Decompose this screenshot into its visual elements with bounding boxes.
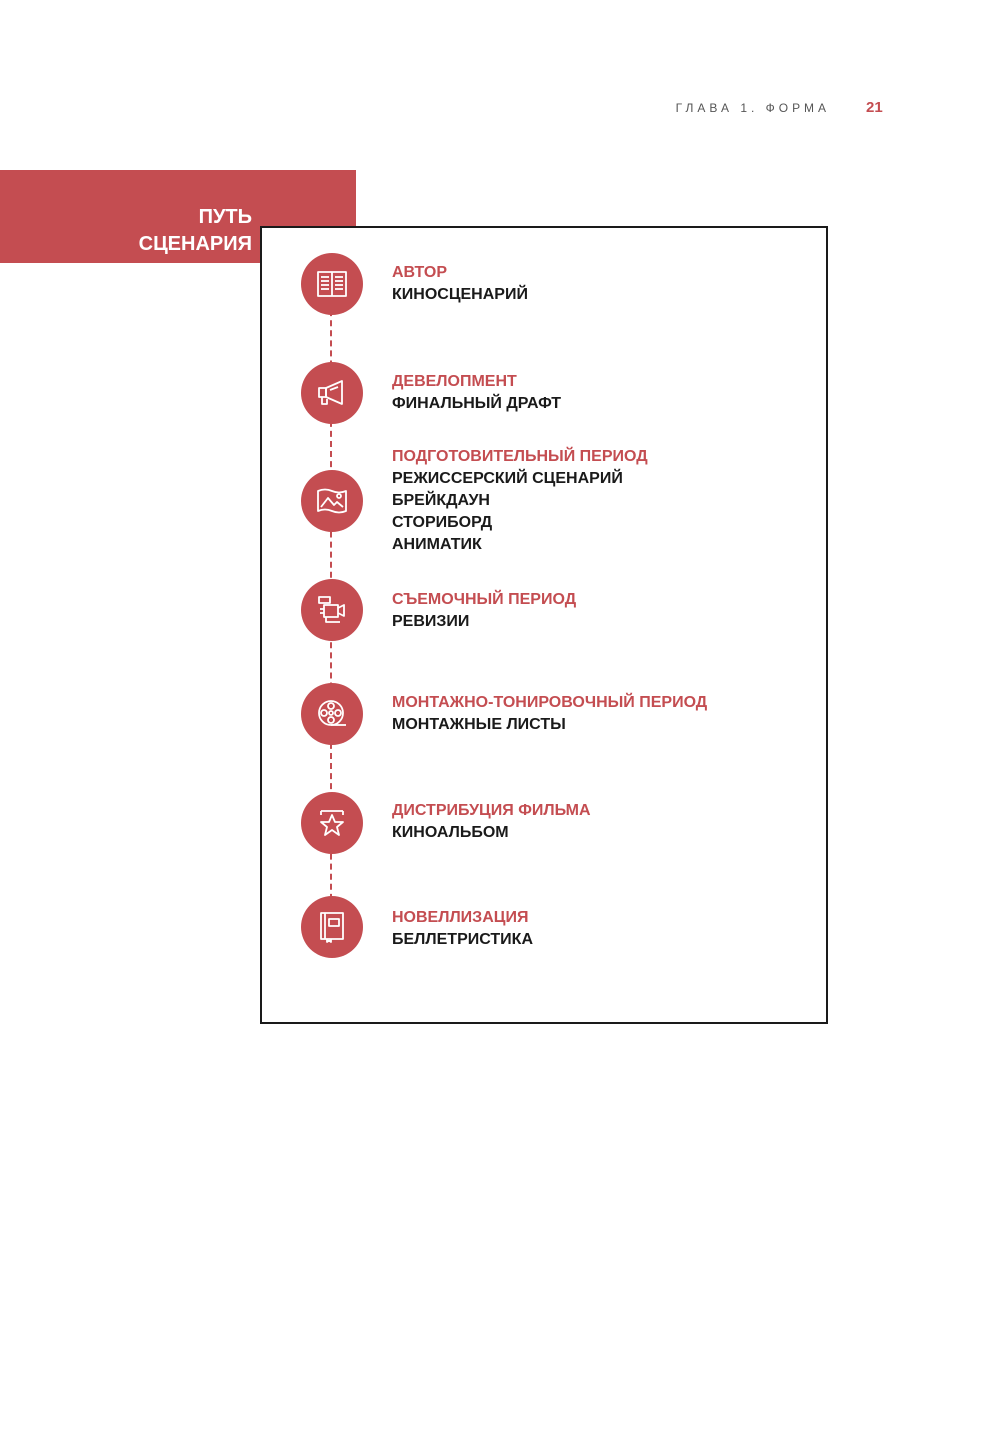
stage-4 [392, 589, 822, 633]
megaphone-icon [301, 362, 363, 424]
stage-3 [392, 446, 822, 556]
stage-title: ДИСТРИБУЦИЯ ФИЛЬМА [392, 802, 591, 819]
stage-item: РЕЖИССЕРСКИЙ СЦЕНАРИЙ [392, 470, 623, 487]
section-title-line-1: ПУТЬ [198, 206, 252, 228]
stage-5 [392, 692, 822, 736]
stage-item: БРЕЙКДАУН [392, 492, 490, 509]
section-title [60, 204, 252, 258]
open-book-icon [301, 253, 363, 315]
running-head: ГЛАВА 1. ФОРМА [675, 101, 830, 115]
star-award-icon [301, 792, 363, 854]
stage-7 [392, 907, 822, 951]
section-title-line-2: СЦЕНАРИЯ [138, 233, 252, 255]
stage-item: КИНОСЦЕНАРИЙ [392, 286, 528, 303]
stage-2 [392, 371, 822, 415]
stage-title: АВТОР [392, 264, 447, 281]
stage-item: РЕВИЗИИ [392, 613, 470, 630]
stage-title: ДЕВЕЛОПМЕНТ [392, 373, 517, 390]
page-number: 21 [866, 99, 883, 116]
stage-title: СЪЕМОЧНЫЙ ПЕРИОД [392, 591, 577, 608]
book-icon [301, 896, 363, 958]
stage-6 [392, 800, 822, 844]
stage-1 [392, 262, 822, 306]
stage-title: МОНТАЖНО-ТОНИРОВОЧНЫЙ ПЕРИОД [392, 694, 708, 711]
stage-item: КИНОАЛЬБОМ [392, 824, 509, 841]
stage-item: ФИНАЛЬНЫЙ ДРАФТ [392, 395, 561, 412]
stage-item: БЕЛЛЕТРИСТИКА [392, 931, 533, 948]
stage-item: АНИМАТИК [392, 536, 482, 553]
stage-item: СТОРИБОРД [392, 514, 493, 531]
picture-icon [301, 470, 363, 532]
stage-title: НОВЕЛЛИЗАЦИЯ [392, 909, 529, 926]
film-reel-icon [301, 683, 363, 745]
stage-title: ПОДГОТОВИТЕЛЬНЫЙ ПЕРИОД [392, 448, 648, 465]
stage-item: МОНТАЖНЫЕ ЛИСТЫ [392, 716, 566, 733]
movie-camera-icon [301, 579, 363, 641]
